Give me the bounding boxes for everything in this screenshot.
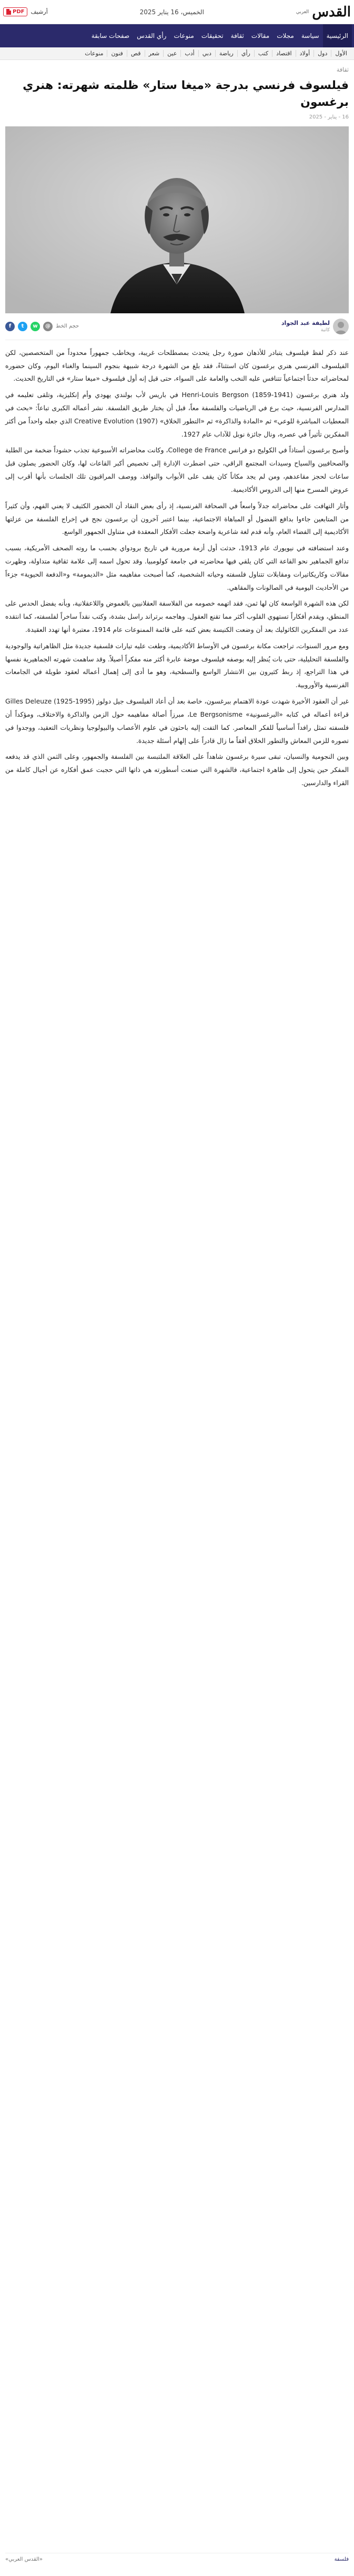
sub-nav-item[interactable]: الأول [331, 50, 351, 57]
sub-nav-item[interactable]: أولاد [296, 50, 314, 57]
nav-item-magazines[interactable]: مجلات [277, 32, 294, 39]
article-footer [5, 2553, 349, 2562]
nav-item-misc[interactable]: منوعات [174, 32, 194, 39]
header-date: الخميس، 16 يناير 2025 [139, 8, 204, 16]
nav-item-culture[interactable]: ثقافة [230, 32, 244, 39]
user-icon [333, 319, 349, 334]
nav-item-articles[interactable]: مقالات [251, 32, 270, 39]
sub-nav-item[interactable]: منوعات [85, 50, 104, 57]
nav-item-investigations[interactable]: تحقيقات [201, 32, 224, 39]
article-section[interactable]: ثقافة [336, 66, 349, 73]
author-avatar[interactable] [333, 319, 349, 334]
brand[interactable] [296, 4, 351, 20]
pdf-button[interactable] [3, 7, 27, 16]
article-date: 16 - يناير - 2025 [309, 114, 349, 120]
portrait-photo [5, 126, 349, 313]
sub-nav-item[interactable]: شعر [145, 50, 164, 57]
sub-nav-item[interactable]: رأي [237, 50, 254, 57]
nav-item-politics[interactable]: سياسة [301, 32, 319, 39]
article-paragraph: وأثار التهافت على محاضراته جدلاً واسعاً في الصحافة الفرنسية، إذ رأى بعض النقاد أن الحضور الكثيف لا يعني الفهم، وأن كثيراً من المتابعين جاءوا بدافع الفضول أو المباهاة الاجتماعية، بينما اعتبر آخرون أن برغسون نجح في إخراج الفلسفة من عزلتها الأكاديمية إلى الفضاء العام، وأنه قدم لغة شاعرية واضحة جعلت الأفكار المعقدة في متناول الجمهور الواسع. [5, 501, 349, 536]
nav-item-editorial[interactable]: رأي القدس [137, 32, 167, 39]
pdf-label: PDF [13, 9, 25, 15]
whatsapp-icon[interactable]: w [31, 322, 40, 331]
author-role: كاتبة [320, 328, 330, 333]
article-paragraph: وأصبح برغسون أستاذاً في الكوليج دو فرانس College de France، وكانت محاضراته الأسبوعية تجذب حشوداً ضخمة من الطلبة والصحافيين والسياح وسيدات المجتمع الراقي، حتى اضطرت الإدارة إلى تخصيص أكبر القاعات لها، وكان الحضور يصلون قبل ساعات لحجز مقاعدهم، ومن لم يجد مكاناً كان يقف على الأبواب والنوافذ، ووصف المراقبون تلك الجلسات بأنها أقرب إلى عروض المسرح منها إلى الدروس الأكاديمية. [5, 446, 349, 493]
sub-nav-item[interactable]: قص [127, 50, 145, 57]
byline[interactable] [281, 319, 349, 334]
article-paragraph: غير أن العقود الأخيرة شهدت عودة الاهتمام ببرغسون، خاصة بعد أن أعاد الفيلسوف جيل دولوز Gilles Deleuze (1925-1995) قراءة أعماله في كتابه «البرغسونية» Le Bergsonisme، مبرزاً أصالة مفاهيمه حول الزمن والذاكرة والاختلاف، ومؤكداً أن فلسفته تمثل رافداً أساسياً للفكر المعاصر. كما التفت إليه باحثون في علوم الأعصاب والبيولوجيا ونظريات التعقيد، ووجدوا في تصوره للزمن المعاش والتطور الخلاق أفقاً ما زال قادراً على إلهام أسئلة جديدة. [5, 697, 349, 745]
byline-meta [281, 320, 330, 333]
nav-item-archive-pages[interactable]: صفحات سابقة [91, 32, 130, 39]
tag-link[interactable]: فلسفة [334, 2557, 349, 2562]
font-size-control[interactable]: حجم الخط [56, 323, 79, 330]
sub-nav-item[interactable]: عين [163, 50, 180, 57]
site-logo[interactable]: القدس [312, 4, 351, 20]
article-body [5, 346, 349, 790]
author-name[interactable]: لطيفة عبد الجواد [281, 320, 330, 327]
sub-nav-item[interactable]: أدب [180, 50, 198, 57]
sub-nav-item[interactable]: كتب [254, 50, 272, 57]
masthead [0, 0, 354, 24]
sub-nav-item[interactable]: دبي [198, 50, 215, 57]
article-photo [5, 126, 349, 313]
article-paragraph: ومع مرور السنوات، تراجعت مكانة برغسون في الأوساط الأكاديمية، وطغت عليه تيارات فلسفية جديدة مثل الظاهراتية والوجودية والفلسفة التحليلية، حتى بات يُنظر إليه بوصفه فيلسوف موضة عابرة أكثر منه مفكراً أصيلاً. وقد ساهمت شهرته الجماهيرية نفسها في هذا التراجع، إذ ربط كثيرون بين الانتشار الواسع والسطحية، وهو ما أدى إلى إهمال أعماله لعقود طويلة في الجامعات الفرنسية والأوروبية. [5, 641, 349, 689]
article-paragraph: عند ذكر لفظ فيلسوف يتبادر للأذهان صورة رجل يتحدث بمصطلحات غريبة، ويخاطب جمهوراً محدوداً من المتخصصين، لكن الفيلسوف الفرنسي هنري برغسون كان استثناءً، فقد بلغ من الشهرة درجة شبيهة بنجوم السينما والغناء اليوم، وكان حضوره لمحاضراته حدثاً اجتماعياً تتنافس عليه النخب والعامة على السواء، حتى قيل إنه أول فيلسوف «ميغا ستار» في التاريخ الحديث. [5, 348, 349, 383]
article-paragraph: لكن هذه الشهرة الواسعة كان لها ثمن، فقد اتهمه خصومه من الفلاسفة العقلانيين بالغموض واللاعقلانية، وبأنه يفضل الحدس على المنطق، ويقدم أفكاراً تستهوي القلوب أكثر مما تقنع العقول. وهاجمه برتراند راسل بشدة، وكتب نقداً ساخراً لفلسفته، كما انتقده عدد من المفكرين الكاثوليك بعد أن وضعت الكنيسة بعض كتبه على قائمة الممنوعات عام 1914، معتبرة أنها تهدد العقيدة. [5, 599, 349, 634]
article-source: «القدس العربي» [5, 2557, 43, 2562]
nav-item-home[interactable]: الرئيسية [323, 24, 352, 47]
main-nav [0, 24, 354, 47]
archive-link[interactable]: أرشيف [31, 8, 48, 15]
article-headline: فيلسوف فرنسي بدرجة «ميغا ستار» ظلمته شهرته: هنري برغسون [23, 79, 349, 109]
article [0, 66, 354, 790]
sub-nav [0, 47, 354, 60]
sub-nav-item[interactable]: دول [313, 50, 331, 57]
sub-nav-item[interactable]: اقتصاد [272, 50, 295, 57]
masthead-actions [3, 7, 48, 16]
article-paragraph: وعند استضافته في نيويورك عام 1913، حدثت أول أزمة مرورية في تاريخ برودواي بحسب ما روته الصحف الأمريكية، بسبب تدافع الجماهير نحو القاعة التي كان يلقي فيها محاضرته في جامعة كولومبيا. وقد تحول اسمه إلى علامة ثقافية متداولة، وظهرت مقالات وكاريكاتيرات ومقابلات تتناول فلسفته وحياته الشخصية، كما أصبحت مفاهيمه مثل «الديمومة» و«الدفعة الحيوية» جزءاً من الأحاديث اليومية في الصالونات والمقاهي. [5, 544, 349, 591]
pdf-icon [6, 9, 11, 15]
twitter-icon[interactable]: t [18, 322, 27, 331]
sub-nav-item[interactable]: رياضة [215, 50, 237, 57]
mail-icon[interactable]: @ [43, 322, 53, 331]
article-paragraph: وبين النجومية والنسيان، تبقى سيرة برغسون شاهداً على العلاقة الملتبسة بين الفلسفة والجمهور، وعلى الثمن الذي قد يدفعه المفكر حين يتحول إلى ظاهرة اجتماعية، فالشهرة التي صنعت أسطورته هي ذاتها التي حجبت عمق أفكاره عن أجيال كاملة من القراء والدارسين. [5, 752, 349, 787]
site-logo-sub: العربي [296, 9, 309, 15]
share-tools [5, 322, 79, 331]
byline-row [5, 319, 349, 340]
sub-nav-item[interactable]: فنون [107, 50, 126, 57]
facebook-icon[interactable]: f [5, 322, 15, 331]
article-paragraph: ولد هنري برغسون Henri-Louis Bergson (1859-1941) في باريس لأب بولندي يهودي وأم إنكليزية، وتلقى تعليمه في المدارس الفرنسية، حيث برع في الرياضيات والفلسفة معاً، قبل أن يختار طريق الفلسفة. نشر أعماله الكبرى تباعاً: «بحث في المعطيات المباشرة للوعي» ثم «المادة والذاكرة» ثم «التطور الخلاق» Creative Evolution (1907) الذي جعله واحداً من أكثر المفكرين تأثيراً في عصره، ونال جائزة نوبل للآداب عام 1927. [5, 391, 349, 438]
